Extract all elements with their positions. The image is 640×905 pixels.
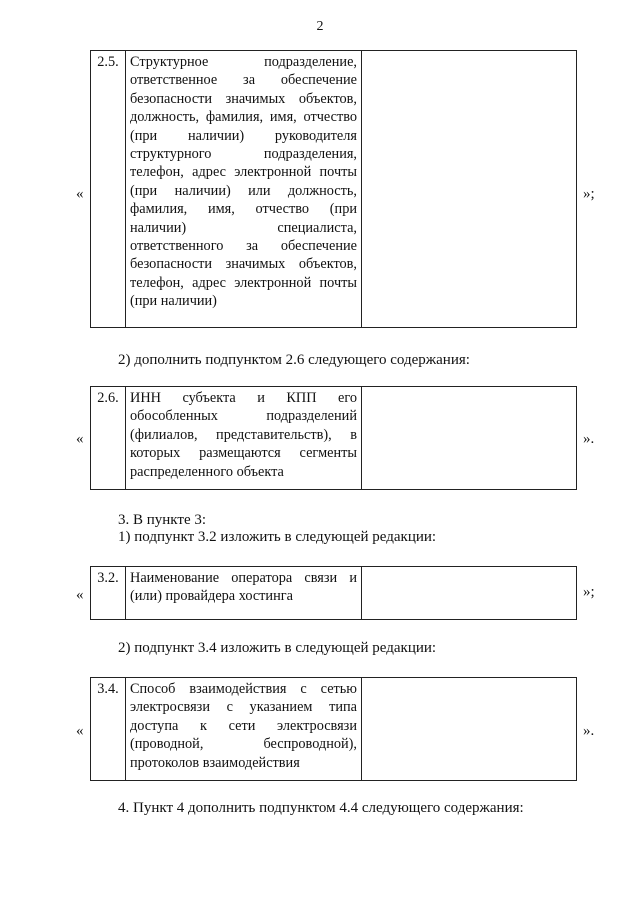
item-number: 2.6. bbox=[91, 387, 126, 490]
paragraph: 2) подпункт 3.4 изложить в следующей редакции: bbox=[118, 640, 437, 656]
open-quote: « bbox=[76, 723, 84, 739]
item-number: 3.2. bbox=[91, 567, 126, 620]
page-number: 2 bbox=[316, 19, 324, 34]
close-quote: ». bbox=[583, 431, 595, 447]
table-item-3-2 bbox=[90, 566, 577, 620]
open-quote: « bbox=[76, 431, 84, 447]
value-cell bbox=[362, 678, 577, 781]
close-quote: »; bbox=[583, 186, 595, 202]
item-text: Структурное подразделение, ответственное за обеспечение безопасности значимых объектов, должность, фамилия, имя, отчество (при наличии) руководителя структурного подразделения, телефон, адрес электронной почты (при наличии) или должность, фамилия, имя, отчество (при наличии) специалиста, ответственного за обеспечение безопасности значимых объектов, телефон, адрес электронной почты (при наличии) bbox=[126, 51, 362, 328]
open-quote: « bbox=[76, 186, 84, 202]
paragraph: 1) подпункт 3.2 изложить в следующей редакции: bbox=[118, 529, 437, 545]
table-item-3-4 bbox=[90, 677, 577, 781]
paragraph: 2) дополнить подпунктом 2.6 следующего содержания: bbox=[118, 352, 470, 368]
value-cell bbox=[362, 387, 577, 490]
open-quote: « bbox=[76, 587, 84, 603]
item-text: Наименование оператора связи и (или) провайдера хостинга bbox=[126, 567, 362, 620]
close-quote: »; bbox=[583, 584, 595, 600]
item-number: 3.4. bbox=[91, 678, 126, 781]
item-text: ИНН субъекта и КПП его обособленных подразделений (филиалов, представительств), в которых размещаются сегменты распределенного объекта bbox=[126, 387, 362, 490]
item-number: 2.5. bbox=[91, 51, 126, 328]
table-item-2-5 bbox=[90, 50, 577, 328]
value-cell bbox=[362, 567, 577, 620]
table-item-2-6 bbox=[90, 386, 577, 490]
item-text: Способ взаимодействия с сетью электросвязи с указанием типа доступа к сети электросвязи (проводной, беспроводной), протоколов взаимодействия bbox=[126, 678, 362, 781]
close-quote: ». bbox=[583, 723, 595, 739]
value-cell bbox=[362, 51, 577, 328]
paragraph: 3. В пункте 3: bbox=[118, 512, 207, 528]
paragraph: 4. Пункт 4 дополнить подпунктом 4.4 следующего содержания: bbox=[118, 800, 524, 816]
